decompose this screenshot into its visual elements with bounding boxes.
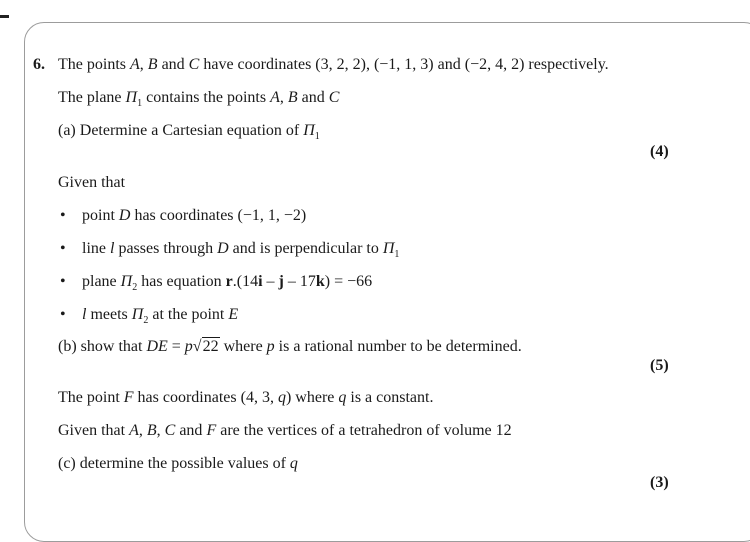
square-root-symbol: √22 [192,338,219,355]
bullet-plane-2: plane $\Pi_2$ has equation r.(14i – j – 17k) = −66 [82,273,373,293]
bullet-line-l: line l passes through D and is perpendicular to $\Pi_1$ [82,240,400,260]
part-a-marks: (4) [650,143,669,160]
bullet-symbol: • [60,240,66,257]
page-edge-mark [0,15,9,18]
bullet-symbol: • [60,306,66,323]
part-c-text: (c) determine the possible values of q [58,455,298,472]
point-f-text: The point F has coordinates (4, 3, q) where q is a constant. [58,389,434,406]
bullet-meets-e: l meets $\Pi_2$ at the point E [82,306,239,326]
part-b-marks: (5) [650,357,669,374]
part-a-text: (a) Determine a Cartesian equation of $\Pi_1$ [58,122,320,142]
bullet-symbol: • [60,207,66,224]
part-c-marks: (3) [650,474,669,491]
tetrahedron-text: Given that A, B, C and F are the vertices of a tetrahedron of volume 12 [58,422,512,439]
plane-definition: The plane $\Pi_1$ contains the points A, B and C [58,89,340,109]
part-b-text: (b) show that DE = p√22 where p is a rational number to be determined. [58,338,522,355]
bullet-symbol: • [60,273,66,290]
bullet-point-d: point D has coordinates (−1, 1, −2) [82,207,307,224]
question-intro: The points A, B and C have coordinates (3, 2, 2), (−1, 1, 3) and (−2, 4, 2) respectively. [58,56,609,73]
given-that-heading: Given that [58,174,126,191]
question-number: 6. [33,56,45,73]
